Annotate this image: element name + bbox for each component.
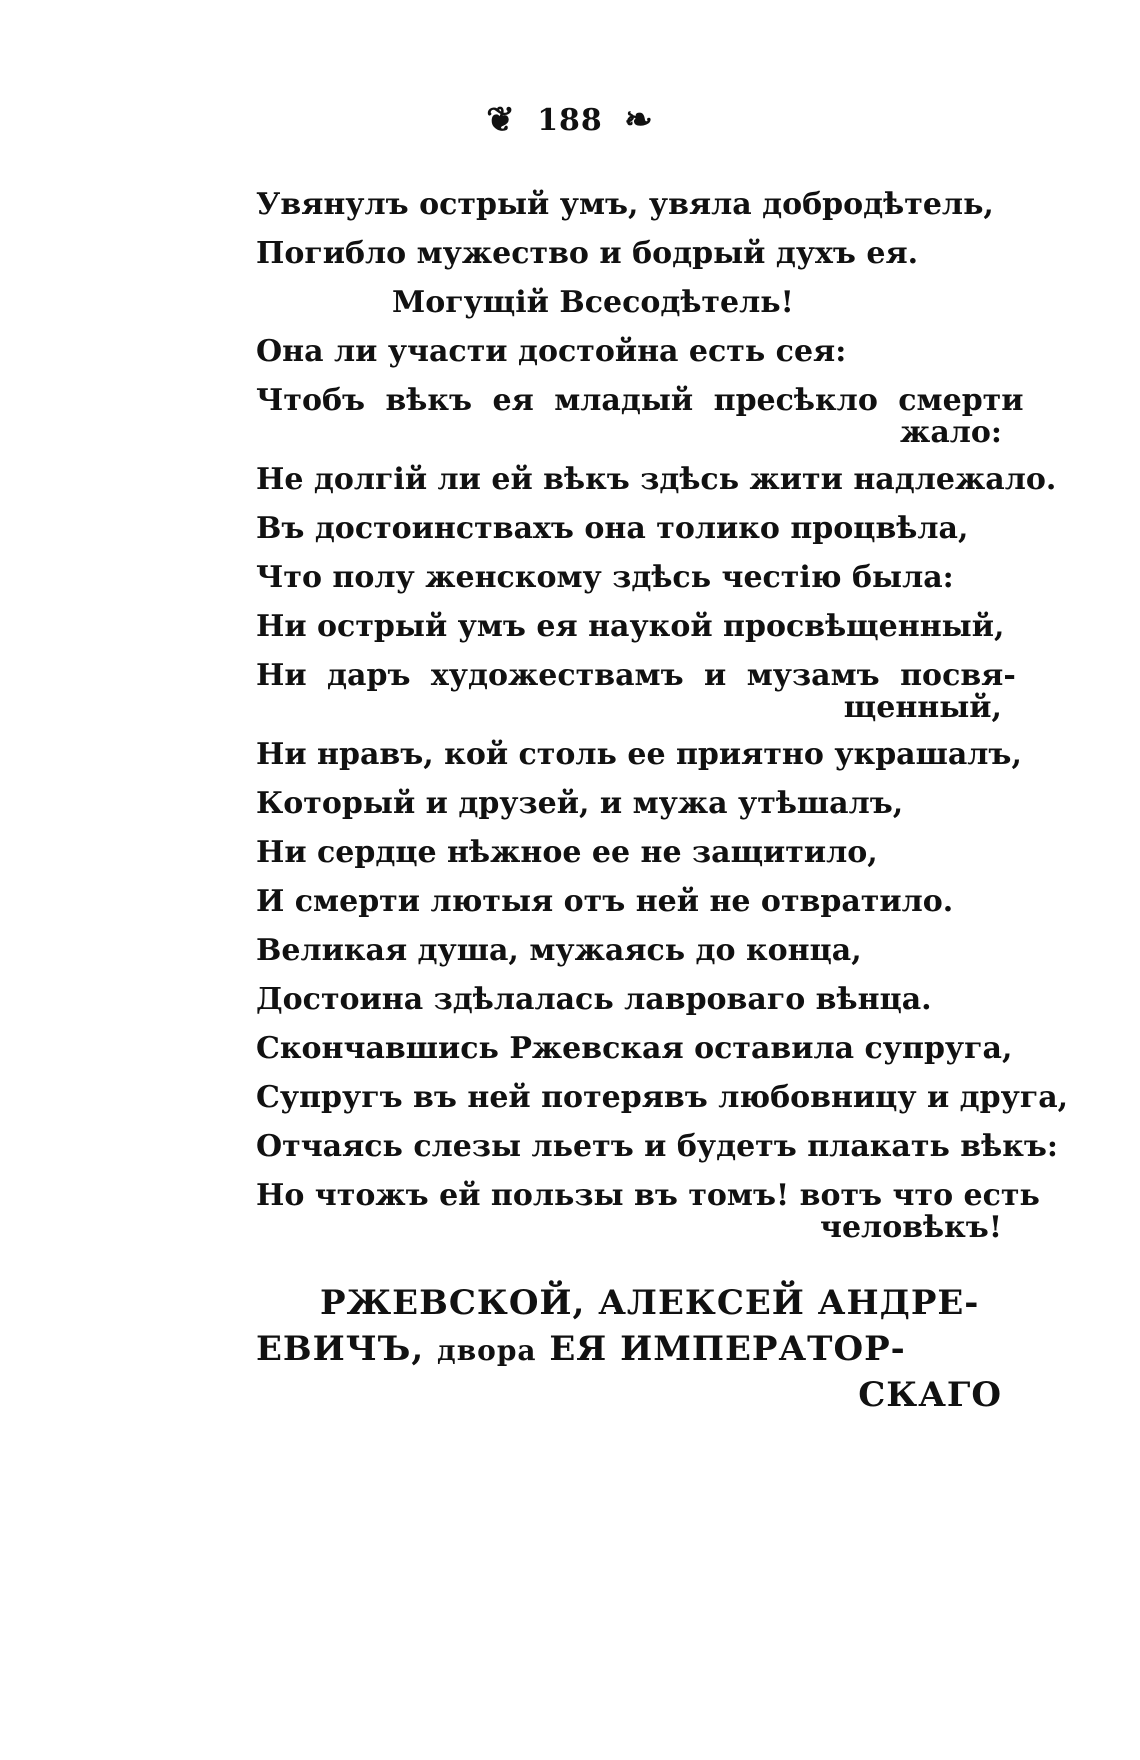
poem-line: Что полу женскому здѣсь честію была: xyxy=(256,560,954,595)
poem-line-continuation: человѣкъ! xyxy=(820,1210,1002,1245)
right-ornament-icon: ❧ xyxy=(624,100,654,140)
poem-line: Могущій Всесодѣтель! xyxy=(392,285,794,320)
heading-line-2-part-a: ЕВИЧЪ, xyxy=(256,1329,438,1369)
poem-line-continuation: жало: xyxy=(900,415,1002,450)
poem-line: Великая душа, мужаясь до конца, xyxy=(256,933,862,968)
poem-line: Который и друзей, и мужа утѣшалъ, xyxy=(256,786,904,821)
heading-line-2-part-b: двора xyxy=(437,1334,537,1367)
poem-line: Но чтожъ ей пользы въ томъ! вотъ что есть xyxy=(256,1178,1040,1213)
author-heading xyxy=(256,1280,1002,1418)
poem-line: Отчаясь слезы льетъ и будетъ плакать вѣкъ: xyxy=(256,1129,1058,1164)
poem-line: Она ли участи достойна есть сея: xyxy=(256,334,847,369)
poem-body xyxy=(256,180,1069,1250)
page-header xyxy=(0,100,1140,140)
heading-line-2 xyxy=(256,1326,1002,1372)
poem-line: Достоина здѣлалась лавроваго вѣнца. xyxy=(256,982,932,1017)
poem-line: Ни сердце нѣжное ее не защитило, xyxy=(256,835,878,870)
poem-line: Погибло мужество и бодрый духъ ея. xyxy=(256,236,919,271)
page-number: 188 xyxy=(537,102,603,138)
poem-line: И смерти лютыя отъ ней не отвратило. xyxy=(256,884,954,919)
poem-line: Супругъ въ ней потерявъ любовницу и друга, xyxy=(256,1080,1069,1115)
poem-line: Скончавшись Ржевская оставила супруга, xyxy=(256,1031,1013,1066)
heading-line-3: СКАГО xyxy=(858,1375,1002,1415)
heading-line-1: РЖЕВСКОЙ, АЛЕКСЕЙ АНДРЕ- xyxy=(320,1283,980,1323)
poem-line: Ни нравъ, кой столь ее приятно украшалъ, xyxy=(256,737,1022,772)
poem-line: Въ достоинствахъ она толико процвѣла, xyxy=(256,511,969,546)
poem-line: Чтобъ вѣкъ ея младый пресѣкло смерти xyxy=(256,383,1024,418)
left-ornament-icon: ❦ xyxy=(486,100,516,140)
heading-line-2-part-c: ЕЯ ИМПЕРАТОР- xyxy=(536,1329,906,1369)
poem-line: Увянулъ острый умъ, увяла добродѣтель, xyxy=(256,187,994,222)
poem-line: Ни даръ художествамъ и музамъ посвя- xyxy=(256,658,1016,693)
poem-line: Ни острый умъ ея наукой просвѣщенный, xyxy=(256,609,1005,644)
poem-line-continuation: щенный, xyxy=(843,690,1002,725)
poem-line: Не долгій ли ей вѣкъ здѣсь жити надлежало. xyxy=(256,462,1057,497)
